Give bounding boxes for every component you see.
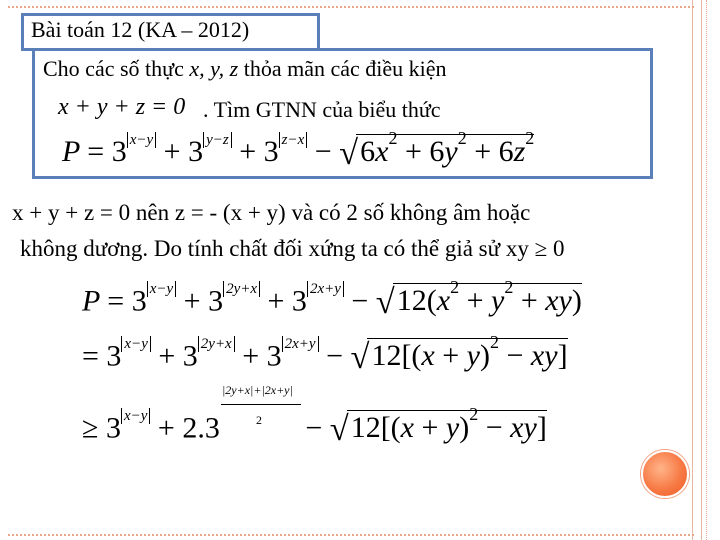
eq3-fraction-bar (221, 404, 301, 405)
problem-condition: x + y + z = 0 (58, 94, 186, 120)
problem-line-2: . Tìm GTNN của biểu thức (203, 97, 441, 122)
frame-line (706, 0, 707, 540)
slide-title: Bài toán 12 (KA – 2012) (31, 17, 250, 42)
solution-eq-3: ≥ 3 $^{x-y} + 2.3 - √12[(x + y)^2 - xy]$ (82, 404, 547, 448)
problem-expression (62, 128, 535, 173)
problem-line1-suffix: thỏa mãn các điều kiện (243, 56, 447, 81)
frame-dotted-bottom (8, 534, 694, 536)
frame-line (692, 0, 693, 540)
frame-line (701, 0, 702, 540)
solution-line-1: x + y + z = 0 nên z = - (x + y) và có 2 số không âm hoặc (12, 200, 531, 225)
problem-vars: x, y, z (189, 56, 239, 81)
solution-eq-1: P = 3 $^{x-y}$ + 3 $^{2y+x}$ + 3 $^{2x+y} - √12(x^2 + y^2 + xy)$ (82, 277, 582, 321)
problem-line-1 (43, 56, 447, 82)
frame-dotted-top (8, 6, 694, 8)
eq3-coefficient: 2.3 (182, 411, 220, 445)
solution-eq-2: = 3 $^{x-y}$ + 3 $^{2y+x}$ + 3 $^{2x+y} - √12[(x + y)^2 - xy]$ (82, 332, 568, 376)
eq3-exponent-denominator: 2 (256, 413, 262, 427)
orange-circle-decoration (641, 450, 689, 498)
solution-line-2: không dương. Do tính chất đối xứng ta có thể giả sử xy ≥ 0 (20, 236, 565, 261)
title-box (21, 13, 320, 51)
eq3-exponent-numerator: |2y+x|+|2x+y| (222, 383, 293, 397)
problem-line1-prefix: Cho các số thực (43, 56, 184, 81)
expr-P: P = 3 $^{x-y}$ + 3 $^{y-z}$ + 3 $^{z-x} - √6x^2 + 6y^2 + 6z^2$ (62, 128, 535, 172)
